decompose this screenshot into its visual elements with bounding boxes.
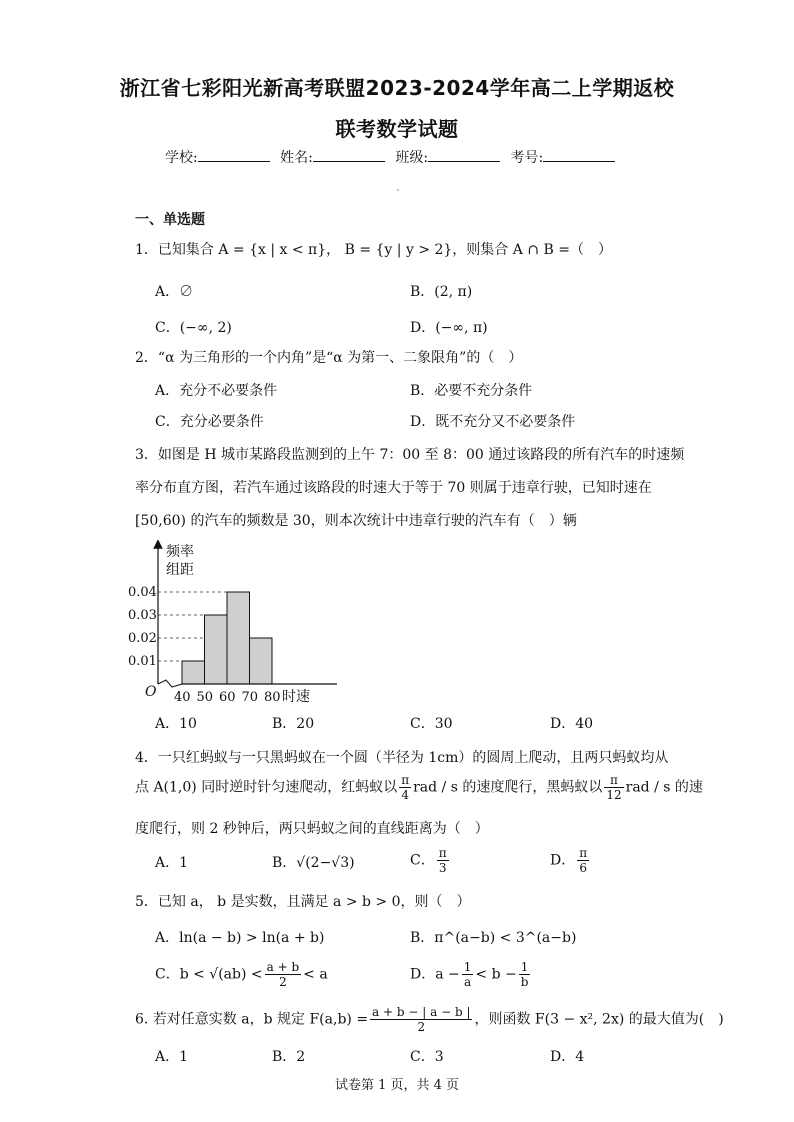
option-label: D． (550, 852, 576, 869)
q5-option-b: B．π^(a−b) < 3^(a−b) (410, 930, 577, 946)
doc-title-line1: 浙江省七彩阳光新高考联盟2023-2024学年高二上学期返校 (119, 76, 675, 100)
q5-option-d-frac1 (462, 960, 474, 989)
frac-num: 1 (519, 960, 531, 975)
section-heading: 一、单选题 (135, 212, 205, 228)
q3-option-c: C．30 (410, 716, 453, 732)
q1-option-d: D．(−∞, π) (410, 320, 488, 336)
y-tick-label: 0.03 (128, 608, 157, 623)
school-label: 学校: (165, 150, 198, 166)
q3-line1: 3．如图是 H 城市某路段监测到的上午 7：00 至 8：00 通过该路段的所有汽车的时速频 (135, 447, 685, 463)
q6-option-a: A．1 (155, 1049, 189, 1065)
q6-frac (370, 1005, 472, 1034)
q4-frac-red (399, 773, 411, 802)
option-text: C．b < √(ab) < (155, 966, 263, 983)
q4-option-b: B．√(2−√3) (272, 855, 355, 871)
y-axis-label: 频率 (166, 544, 194, 560)
y-tick-label: 0.01 (128, 654, 157, 669)
x-axis-label: 时速 (282, 689, 310, 705)
q6-stem-a: 6. 若对任意实数 a，b 规定 F(a,b) = (135, 1011, 369, 1028)
histogram-bar (182, 661, 205, 684)
q4-line2-c: rad / s 的速 (625, 779, 703, 796)
q4-line1: 4．一只红蚂蚁与一只黑蚂蚁在一个圆（半径为 1cm）的圆周上爬动，且两只蚂蚁均从 (135, 750, 669, 766)
option-label: C． (410, 852, 435, 869)
q3-option-b: B．20 (272, 716, 315, 732)
q2-option-d: D．既不充分又不必要条件 (410, 414, 576, 430)
frac-num: 1 (463, 960, 472, 974)
x-tick-label: 40 (174, 690, 191, 705)
x-tick-label: 70 (241, 690, 259, 705)
q5-option-d (410, 960, 532, 989)
exam-no-blank (543, 149, 615, 162)
frac-den: a (464, 975, 472, 989)
frac-den: 2 (417, 1020, 426, 1034)
q6-option-c: C．3 (410, 1049, 444, 1065)
page-footer: 试卷第 1 页，共 4 页 (334, 1078, 460, 1093)
q4-line2-a: 点 A(1,0) 同时逆时针匀速爬动，红蚂蚁以 (135, 779, 398, 796)
option-text: < b − (475, 966, 517, 983)
student-info-line (165, 147, 621, 167)
name-blank (313, 149, 385, 162)
q4-option-d (550, 846, 591, 875)
x-tick-label: 50 (196, 690, 214, 705)
frac-num: π (438, 846, 447, 860)
histogram-bar (250, 638, 273, 684)
doc-title-line2: 联考数学试题 (335, 117, 459, 141)
y-tick-label: 0.02 (128, 631, 157, 646)
q4-option-d-frac (577, 846, 589, 875)
histogram-chart (125, 540, 345, 708)
frac-den: 2 (279, 975, 287, 989)
frac-num: π (579, 846, 588, 860)
q1-stem: 1．已知集合 A = {x | x < π}， B = {y | y > 2}，则集合 A ∩ B =（ ） (135, 242, 612, 258)
q2-option-c: C．充分必要条件 (155, 414, 264, 430)
y-axis-label: 组距 (166, 562, 194, 578)
decorative-dot (397, 189, 399, 191)
origin-label: O (145, 684, 157, 700)
name-label: 姓名: (280, 150, 313, 166)
frac-num: a + b − | a − b | (372, 1005, 471, 1019)
axis-break (158, 680, 182, 687)
q4-line3: 度爬行，则 2 秒钟后，两只蚂蚁之间的直线距离为（ ） (135, 821, 489, 837)
school-blank (198, 149, 270, 162)
class-label: 班级: (395, 150, 429, 166)
x-tick-label: 80 (264, 690, 281, 705)
q1-option-a: A．∅ (155, 284, 194, 300)
y-tick-label: 0.04 (128, 585, 157, 600)
frac-den: b (520, 975, 529, 989)
q4-frac-black (604, 773, 623, 802)
q3-line2: 率分布直方图，若汽车通过该路段的时速大于等于 70 则属于违章行驶，已知时速在 (135, 480, 652, 496)
q1-option-c: C．(−∞, 2) (155, 320, 232, 336)
option-text: < a (303, 966, 328, 983)
q2-option-a: A．充分不必要条件 (155, 383, 278, 399)
q4-line2 (135, 773, 703, 802)
q5-option-c (155, 960, 328, 989)
histogram-bar (227, 592, 250, 684)
frac-den: 4 (401, 788, 409, 802)
q5-option-d-frac2 (519, 960, 531, 989)
q3-line3: [50,60) 的汽车的频数是 30，则本次统计中违章行驶的汽车有（ ）辆 (135, 513, 577, 529)
q4-option-c-frac (437, 846, 449, 875)
frac-den: 3 (438, 861, 447, 875)
frac-den: 6 (579, 861, 587, 875)
q3-option-d: D．40 (550, 716, 594, 732)
exam-no-label: 考号: (510, 150, 544, 166)
q5-stem: 5．已知 a， b 是实数，且满足 a > b > 0，则（ ） (135, 894, 471, 910)
q4-option-a: A．1 (155, 855, 189, 871)
q5-option-a: A．ln(a − b) > ln(a + b) (155, 930, 325, 946)
q1-option-b: B．(2, π) (410, 284, 473, 300)
q2-stem: 2．“α 为三角形的一个内角”是“α 为第一、二象限角”的（ ） (135, 350, 523, 366)
frac-den: 12 (606, 788, 622, 802)
q2-option-b: B．必要不充分条件 (410, 383, 533, 399)
x-tick-label: 60 (219, 690, 236, 705)
q6-stem (135, 1005, 724, 1034)
q6-option-b: B．2 (272, 1049, 306, 1065)
histogram-bar (205, 615, 228, 684)
frac-num: π (604, 773, 623, 788)
frac-num: π (401, 773, 410, 787)
class-blank (428, 149, 500, 162)
q5-option-c-frac (265, 960, 302, 989)
q4-option-c (410, 846, 451, 875)
frac-num: a + b (266, 960, 300, 974)
q6-option-d: D．4 (550, 1049, 585, 1065)
q6-stem-b: ，则函数 F(3 − x², 2x) 的最大值为( ) (474, 1011, 724, 1028)
option-text: D．a − (410, 966, 460, 983)
q4-line2-b: rad / s 的速度爬行，黑蚂蚁以 (413, 779, 603, 796)
q3-option-a: A．10 (155, 716, 197, 732)
